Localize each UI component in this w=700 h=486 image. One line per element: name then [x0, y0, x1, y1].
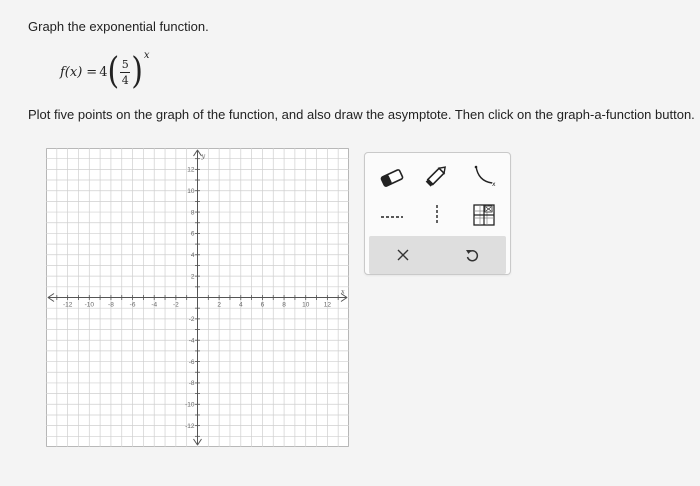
x-tick-label: 6 [260, 301, 265, 309]
x-tick-label: -10 [84, 301, 94, 309]
graphing-toolbox [364, 152, 511, 275]
vertical-dashed-line-icon [427, 202, 447, 228]
x-tick-label: 8 [282, 301, 286, 309]
eraser-icon [379, 167, 405, 189]
x-tick-label: -2 [172, 301, 179, 309]
dashed-line-icon [378, 205, 406, 225]
pencil-tool[interactable] [420, 159, 454, 193]
coordinate-grid[interactable] [46, 148, 349, 447]
eraser-tool[interactable] [375, 161, 409, 195]
fraction-numerator: 5 [121, 57, 129, 71]
x-tick-label: 10 [302, 301, 310, 309]
curve-tool[interactable] [467, 159, 501, 193]
y-tick-label: -4 [188, 337, 195, 345]
fraction-denominator: 4 [121, 73, 129, 87]
y-tick-label: -8 [188, 380, 195, 388]
graph-function-icon [472, 203, 496, 227]
graph-area[interactable] [46, 148, 349, 447]
y-tick-label: -10 [185, 401, 195, 409]
y-tick-label: 12 [187, 166, 195, 174]
exponent: x [143, 50, 150, 61]
y-tick-label: 6 [190, 230, 195, 238]
right-paren: ) [131, 50, 143, 93]
x-tick-label: 12 [323, 301, 331, 309]
dashed-line-tool[interactable] [375, 198, 409, 232]
clear-icon [396, 248, 410, 262]
y-tick-label: -2 [188, 316, 195, 324]
pencil-icon [424, 164, 450, 188]
question-prompt: Graph the exponential function. [28, 19, 209, 34]
svg-text:x: x [492, 181, 496, 188]
y-tick-label: 4 [190, 252, 195, 260]
x-tick-label: -6 [129, 301, 136, 309]
y-tick-label: 10 [187, 188, 195, 196]
x-tick-label: -4 [151, 301, 158, 309]
undo-icon [464, 247, 480, 263]
graph-a-function-button[interactable] [467, 198, 501, 232]
clear-button[interactable] [369, 236, 437, 274]
question-instruction: Plot five points on the graph of the function, and also draw the asymptote. Then click on the graph-a-function button. [28, 107, 695, 122]
y-axis-label: y [201, 152, 206, 160]
coefficient: 4 [99, 64, 108, 80]
x-axis-label: x [341, 287, 345, 296]
y-tick-label: -12 [185, 422, 195, 430]
vertical-dashed-line-tool[interactable] [420, 198, 454, 232]
base-fraction [120, 58, 130, 87]
curve-icon [470, 163, 498, 189]
undo-button[interactable] [438, 236, 506, 274]
y-tick-label: -6 [188, 358, 195, 366]
equals-sign: = [86, 64, 98, 80]
toolbox-action-bar [369, 236, 506, 274]
x-tick-label: -12 [62, 301, 73, 309]
y-tick-label: 2 [190, 273, 195, 281]
left-paren: ( [107, 50, 120, 93]
x-tick-label: -8 [108, 301, 114, 309]
x-tick-label: 2 [217, 301, 221, 309]
function-formula [60, 52, 150, 92]
x-tick-label: 4 [238, 301, 243, 309]
y-tick-label: 8 [190, 209, 195, 217]
fraction-bar [120, 72, 130, 73]
function-name: f(x) [60, 64, 83, 80]
